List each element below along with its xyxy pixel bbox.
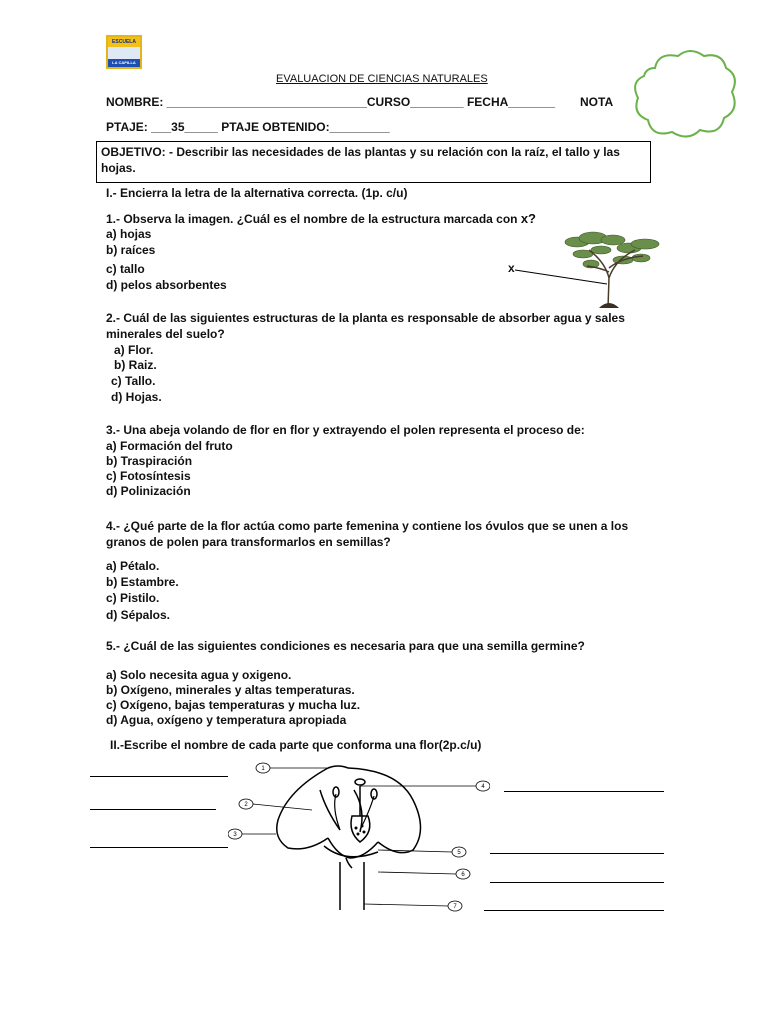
question-1-mark: x?: [520, 211, 536, 226]
q1-option-b: b) raíces: [106, 243, 156, 257]
q2-option-b: b) Raiz.: [114, 358, 157, 372]
q2-option-c: c) Tallo.: [111, 374, 156, 388]
answer-line-1[interactable]: [90, 776, 228, 777]
plant-marker: x: [508, 261, 515, 275]
logo-name: ESCUELA: [112, 39, 136, 45]
diagram-label-5: 5: [457, 850, 461, 856]
answer-line-7[interactable]: [484, 910, 664, 911]
logo-subname: LA CAPILLA: [108, 59, 140, 67]
question-1: [106, 211, 536, 227]
section1-heading: I.- Encierra la letra de la alternativa correcta. (1p. c/u): [106, 186, 408, 200]
name-course-date-line: NOMBRE: ______________________________CURSO________ FECHA_______: [106, 95, 555, 109]
diagram-label-7: 7: [453, 904, 457, 910]
diagram-label-4: 4: [481, 784, 485, 790]
diagram-label-2: 2: [244, 802, 248, 808]
q5-option-c: c) Oxígeno, bajas temperaturas y mucha luz.: [106, 698, 361, 712]
answer-line-3[interactable]: [90, 847, 228, 848]
question-3: 3.- Una abeja volando de flor en flor y extrayendo el polen representa el proceso de:: [106, 423, 585, 437]
q3-option-b: b) Traspiración: [106, 454, 193, 468]
q1-option-c: c) tallo: [106, 262, 145, 276]
grade-cloud-icon: [630, 48, 740, 140]
diagram-label-1: 1: [261, 766, 265, 772]
q2-option-d: d) Hojas.: [111, 390, 162, 404]
objective-box: OBJETIVO: - Describir las necesidades de las plantas y su relación con la raíz, el tallo y las hojas.: [96, 141, 651, 183]
q5-option-d: d) Agua, oxígeno y temperatura apropiada: [106, 713, 347, 727]
plant-illustration: [505, 228, 675, 312]
q5-option-b: b) Oxígeno, minerales y altas temperaturas.: [106, 683, 355, 697]
question-4-line1: 4.- ¿Qué parte de la flor actúa como parte femenina y contiene los óvulos que se unen a los: [106, 519, 629, 533]
q3-option-c: c) Fotosíntesis: [106, 469, 191, 483]
q5-option-a: a) Solo necesita agua y oxigeno.: [106, 668, 292, 682]
question-2-line2: minerales del suelo?: [106, 327, 225, 341]
question-4-line2: granos de polen para transformarlos en semillas?: [106, 535, 391, 549]
flower-diagram: [228, 760, 490, 915]
answer-line-4[interactable]: [504, 791, 664, 792]
q3-option-a: a) Formación del fruto: [106, 439, 233, 453]
question-1-text: 1.- Observa la imagen. ¿Cuál es el nombre de la estructura marcada con: [106, 212, 521, 226]
q4-option-a: a) Pétalo.: [106, 559, 160, 573]
q1-option-d: d) pelos absorbentes: [106, 278, 227, 292]
grade-label: NOTA: [580, 95, 614, 109]
answer-line-5[interactable]: [490, 853, 664, 854]
question-2-line1: 2.- Cuál de las siguientes estructuras de la planta es responsable de absorber agua y sales: [106, 311, 625, 325]
q4-option-d: d) Sépalos.: [106, 608, 171, 622]
score-line: PTAJE: ___35_____ PTAJE OBTENIDO:_________: [106, 120, 390, 134]
q1-option-a: a) hojas: [106, 227, 152, 241]
question-5: 5.- ¿Cuál de las siguientes condiciones es necesaria para que una semilla germine?: [106, 639, 585, 653]
q3-option-d: d) Polinización: [106, 484, 191, 498]
section2-heading: II.-Escribe el nombre de cada parte que conforma una flor(2p.c/u): [110, 738, 482, 752]
diagram-label-6: 6: [461, 872, 465, 878]
q4-option-b: b) Estambre.: [106, 575, 179, 589]
q4-option-c: c) Pistilo.: [106, 591, 160, 605]
answer-line-2[interactable]: [90, 809, 216, 810]
q2-option-a: a) Flor.: [114, 343, 154, 357]
page-title: EVALUACION DE CIENCIAS NATURALES: [276, 73, 488, 85]
school-logo: [106, 35, 142, 69]
answer-line-6[interactable]: [490, 882, 664, 883]
diagram-label-3: 3: [233, 832, 237, 838]
